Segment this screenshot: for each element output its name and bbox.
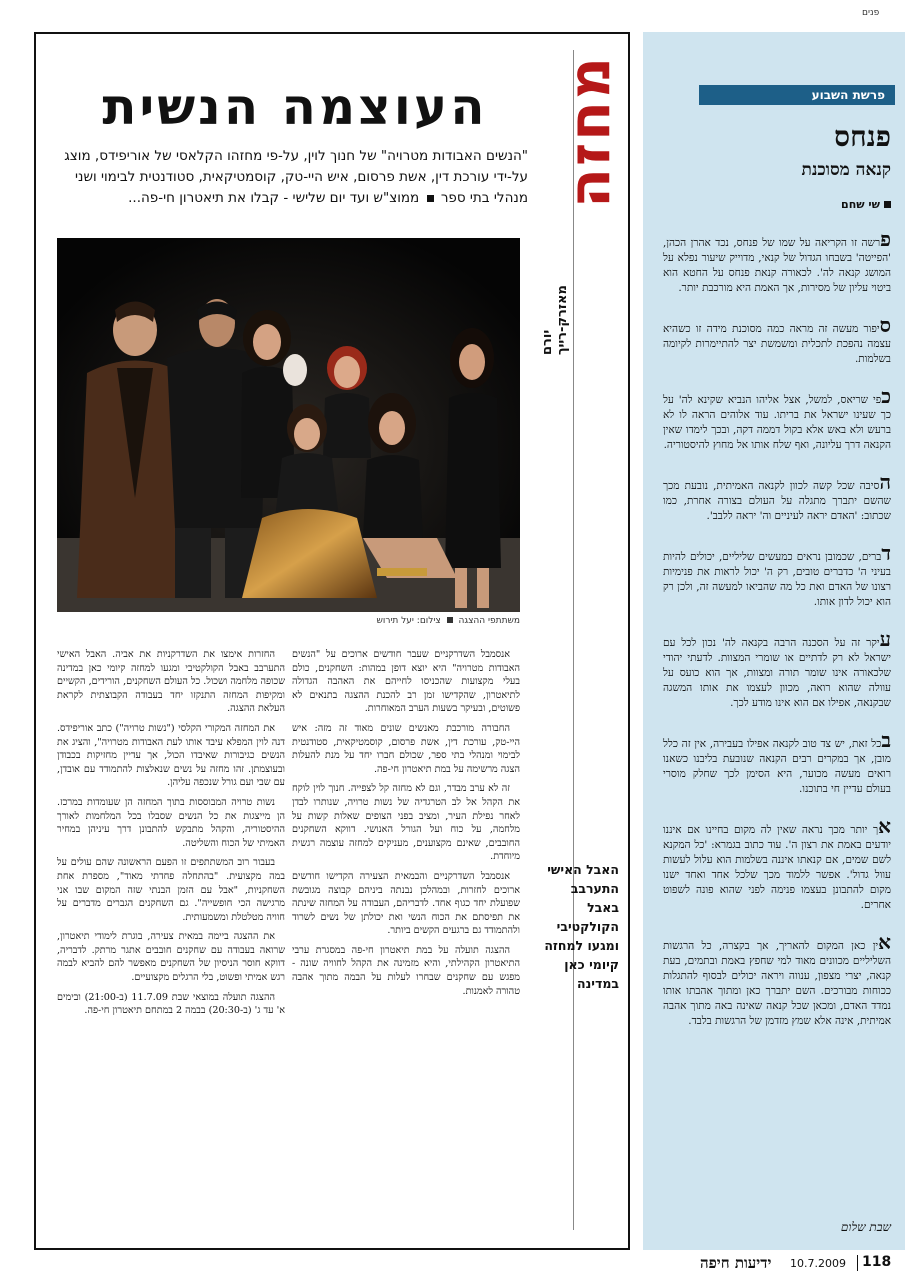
body-paragraph: את ההצגה ביימה במאית צעירה, בוגרת לימודי תיאטרון, שרואה בעבודה עם שחקנים חובבים אתגר מרתק. לדבריה, דווקא חוסר הניסיון של השחקנים מאפשר להם להביא לבמה רגש אמיתי ופשוט, בלי הרגלים מקצועיים. [57,931,285,984]
cast-photo [57,238,520,612]
drop-cap: פ [880,227,891,251]
square-bullet-icon [427,195,434,202]
pull-quote: האבל האישי התערבב באבל הקולקטיבי ומגעו למחזה קיומי כאן במדינה [544,862,619,991]
paragraph-text: סיבה שכל קשה לכוון לקנאה האמיתית, נובעת מכך שהשם יתברך מתגלה על העולם בצורה אחרת, כמו שכתוב: 'האדם יראה לעיניים וה' יראה ללבב'. [663,480,891,522]
body-paragraph: זה לא ערב מבדר, וגם לא מחזה קל לצפייה. חנוך לוין לוקח את הקהל אל לב הטרגדיה של נשות טרויה, שנותרו לבדן לאחר נפילת העיר, ומציב בפני הצופים שאלות קשות על מלחמה, על כוח ועל הגורל האנושי. דווקא השחקנים החובבים, שאינם מקצוענים, מעניקים למחזה עוצמה רגשית מיוחדת. [292,783,520,863]
sidebar-paragraph [663,227,891,296]
paragraph-text: רשה זו הקריאה על שמו של פנחס, נכד אהרן הכהן, 'הפייטה' בשבחו הגדול של קנאי, מדוייק שיעור נפלא על המושג קנאה לה'. לכאורה קנאת פנחס על החטא הוא ביטוי עליון של מסירות, אך האמת היא מורכבת יותר. [663,237,891,294]
body-column-left [57,648,285,1228]
page-number: 118 [862,1254,892,1270]
photo-caption [57,616,520,626]
kicker [540,55,623,355]
body-paragraph: את המחזה המקורי הקלסי ("נשות טרויה") כתב אוריפידס. דנה לוין המפלא עיבד אותו לעת האבודות מטרויה", והציג את הנשים כגיבורות שאיבדו הכול, אך עדיין מחזיקות בכבודן ובעוצמתן. זהו מחזה על נשים שנאלצות להתמודד עם אובדן, עם שבי ועם גורל שנכפה עליהן. [57,722,285,789]
kicker-label: מחזה [555,55,623,208]
publication-logo: ידיעות חיפה [700,1254,772,1272]
paragraph-text: יפור מעשה זה מראה כמה מסוכנת מידה זו כשהיא עצמה נהפכת לתכלית ומשמשת יצר להתיימרות לקיומה בשלמות. [663,323,891,365]
sidebar-paragraph [663,470,891,524]
square-bullet-icon [884,201,891,208]
drop-cap: ד [881,541,891,565]
sidebar-title: פנחס [834,120,891,153]
paragraph-text: ין כאן המקום להאריך, אך בקצרה, כל הרגשות השליליים מכוונים מאוד למי שחפץ באמת ובתמים, בעת קנאה, יצרי מצפון, ענווה ויראה יכולים לבסוף להתגלות ככוחות מבורכים. השם יתברך כאן ומתוך אהבתו אותו נמדד האדם, ומכאן שכל קנאה שאינה באה מתוך אהבה אמיתית, אינה אלא שמץ מזדמן של הרגשות בלבד. [663,940,891,1027]
paragraph-text: יקר זה על הסכנה הרבה בקנאה לה' נכון לכל עם ישראל לא רק לדתיים או שומרי המצוות. לדעתי יהודי שלכאורה אינו שומר תורה ומצוות, אך הוא כועס על עוולה שהוא רואה, מכוון לעצמו את אותו המשגה שבקנאה, אפילו אם הוא אינו מודע לכך. [663,637,891,709]
body-column-right [292,648,520,1228]
drop-cap: כ [881,384,891,408]
caption-label: משתתפי ההצגה [458,616,520,626]
lead-paragraph [58,146,528,209]
square-bullet-icon [447,617,453,623]
headline: העוצמה הנשית [102,78,488,136]
drop-cap: ס [879,313,891,337]
paragraph-text: ך יותר מכך נראה שאין לה מקום בחיינו אם איננו יודעים באמת את רצון ה'. עוד כתוב בגמרא: 'כל המקנא לשם שמים, אם קנאתו איננה בשלמות הוא עלול לעשות עוול גדול'. אפשר ללמוד מכך שלכל אחד ואחד ישנו מקום להתבונן בעצמו פנימה לפני שהוא פונה לשפוט אחרים. [663,824,891,911]
lead-text: ממוצ"ש ועד יום שלישי - קבלו את תיאטרון חי-פה... [128,190,420,206]
sidebar-paragraph [663,930,891,1029]
drop-cap: א [878,814,891,838]
sidebar-author-name: שי שחם [841,198,880,211]
issue-date: 10.7.2009 [790,1257,846,1270]
sidebar-body [663,227,891,1051]
sidebar-paragraph [663,814,891,913]
sidebar-header: פרשת השבוע [699,85,895,105]
paragraph-text: כל זאת, יש צד טוב לקנאה אפילו בעבירה, אין זה כלל מובן, אך במקרים רבים הקנאה שנובעת בליבנו כשאנו רואים מעשה מכוער, היא הסימן לכך שחלק מוסרי בעולם עדיין חי בתוכנו. [663,738,891,795]
cast-photo-illustration [57,238,520,612]
drop-cap: א [878,930,891,954]
body-paragraph: בעבור רוב המשתתפים זו הפעם הראשונה שהם עולים על במה מקצועית. "בהתחלה פחדתי מאוד", מספרת אחת השחקניות, "אבל עם הזמן הבנתי שזה המקום שבו אני מרגישה הכי חופשייה". גם השחקנים הגברים מדברים על חוויה מטלטלת ומשמעותית. [57,857,285,923]
paragraph-text: ברים, שכמובן נראים כמעשים שליליים, יכולים להיות בעיני ה' כדברים טובים, רק ה' יכול לראות את פנימיות רצונו של האדם ואת כל מה שהביאו למעשה זה, ולכן רק הוא יכול לדון אותו. [663,551,891,608]
sidebar-paragraph [663,541,891,610]
body-paragraph: החבורה מורכבת מאנשים שונים מאוד זה מזה: איש היי-טק, עורכת דין, אשת פרסום, קוסמטיקאית, סטודנטית לבימוי ומנהלי בתי ספר, שכולם חברו יחד על מנת להעלות הצגה מרשימה על במת תיאטרון חי-פה. [292,722,520,775]
body-paragraph: ההצגה תועלה במוצאי שבת 11.7.09 (ב-21:00) ובימים א' עד ג' (ב-20:30) בבמה 2 במתחם תיאטרון חי-פה. [57,991,285,1017]
sidebar-paragraph [663,384,891,453]
body-paragraph: אנסמבל השדרקניים והבמאית הצעירה הקדישו חודשים ארוכים לחזרות, ובמהלכן נבנתה ביניהם קבוצה מגובשת שפועלת יחד כגוף אחד. לדבריהם, העבודה על המחזה שינתה את תפיסתם את הכוח הנשי ואת יכולתן של נשים לשרוד ולהתמודד גם ברגעים הקשים ביותר. [292,870,520,937]
section-tag: פנים [862,8,880,18]
body-paragraph: אנסמבל השדרקניים שעבר חודשים ארוכים על "הנשים האבודות מטרויה" היא יוצא דופן במהות: השחקנים, כולם בעלי מקצועות שהכניסו לחייהם את האהבה הגדולה לתיאטרון, שהקדישו זמן רב להכנת ההצגה בתנאים לא פשוטים, ובעיקר בשעות הערב המאוחרות. [292,649,520,715]
body-paragraph: ההצגה תועלה על במת תיאטרון חי-פה במסגרת ערבי התיאטרון הקהילתי, והיא מזמינה את הקהל לחוויה שונה - מפגש עם שחקנים שבחרו לעלות על הבמה מתוך אהבה טהורה לאמנות. [292,944,520,997]
sidebar-signoff: שבת שלום [840,1220,891,1234]
body-paragraph: נשות טרויה המבוססות בתוך המחזה הן שעומדות במרכז. הן מייצגות את כל הנשים שסבלו בכל המלחמות לאורך ההיסטוריה, והקהל מתבקש להתבונן דרך עיניהן במחיר האמיתי של הכוח והשליטה. [57,796,285,849]
paragraph-text: פי שריאס, למשל, אצל אליהו הנביא שקינא לה' על כך שעינו ישראל את בריתו. עוד אלוהים הראה לו לא ברעש ולא באש אלא בקול דממה דקה, ובכך לימדו שאין הקנאה דרך עליונה, ואף שלח אותו אל מחוץ להיסטוריה. [663,394,891,451]
drop-cap: ב [881,728,891,752]
photo-credit: צילום: יעל תירוש [376,616,441,626]
sidebar-paragraph [663,627,891,711]
sidebar-subtitle: קנאה מסוכנת [801,160,891,180]
drop-cap: ה [879,470,891,494]
figure [323,346,371,458]
sidebar-paragraph [663,728,891,797]
torah-portion-sidebar [643,32,905,1250]
lead-text: "הנשים האבודות מטרויה" של חנוך לוין, על-פי מחזהו הקלאסי של אוריפידס, מוצג על-ידי עורכת דין, אשת פרסום, איש היי-טק, קוסמטיקאית, סטודנטית לבימוי ושני מנהלי בתי ספר [64,148,528,206]
footer-divider [857,1255,858,1271]
sidebar-author [841,198,891,211]
sidebar-paragraph [663,313,891,367]
body-paragraph: החזרות אימצו את השדרקניות את אביה. האבל האישי התערבב באבל הקולקטיבי ומגעו למחזה קיומי כאן במדינה שכופה מלחמה ושכול. כל העולם השחקנים, הורידים, הקשיים ומקיפות המחזה התנקזו יחד בעבודה הקבוצתית לקראת העלאת ההצגה. [57,649,285,715]
drop-cap: ע [879,627,891,651]
byline: יורם מאזרק-רייך [540,285,570,355]
